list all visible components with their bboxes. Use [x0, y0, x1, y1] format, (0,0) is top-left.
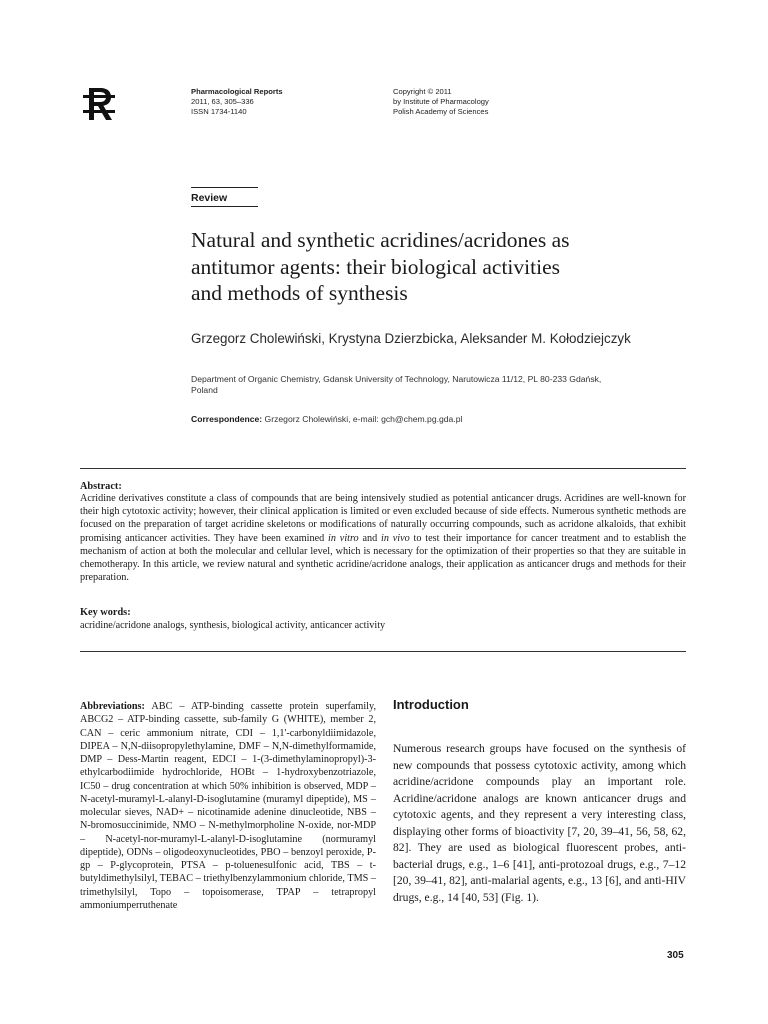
abstract-part-b: to test their importance for cancer treatment and to establish the mechanism of action at both the molecular and cellular level, which is necessary for the optimization of their properties so that they are suitable in chemotherapy. In this article, we review natural and synthetic acridine/acridone analogs, their application as anticancer drugs and methods for their preparation.: [80, 532, 686, 584]
introduction-heading: Introduction: [393, 697, 469, 712]
article-title: [191, 227, 691, 307]
title-line-3: and methods of synthesis: [191, 281, 408, 305]
journal-name: Pharmacological Reports: [191, 87, 283, 96]
correspondence: [191, 414, 462, 424]
abstract-rule-top: [80, 468, 686, 469]
authors: Grzegorz Cholewiński, Krystyna Dzierzbicka, Aleksander M. Kołodziejczyk: [191, 331, 631, 346]
abstract-heading: Abstract:: [80, 481, 122, 492]
abstract-text: [80, 492, 686, 584]
section-rule-top: [191, 187, 258, 188]
title-line-1: Natural and synthetic acridines/acridones as: [191, 228, 570, 252]
introduction-text: Numerous research groups have focused on the synthesis of new compounds that possess cytotoxic activity, among which acridine/acridone compounds play an important role. Acridine/acridone analogs are known anticancer drugs and cytotoxic agents, and they represent a very interesting class, displaying other forms of bioactivity [7, 20, 39–41, 56, 58, 62, 82]. They are used as biological fluorescent probes, anti-bacterial drugs, e.g., 1–6 [41], anti-protozoal drugs, e.g., 7–12 [20, 39–41, 82], anti-malarial agents, e.g., 13 [6], and anti-HIV drugs, e.g., 14 [40, 53] (Fig. 1).: [393, 742, 686, 904]
in-vitro: in vitro: [328, 532, 359, 544]
section-label: Review: [191, 192, 228, 204]
in-vivo: in vivo: [381, 532, 410, 544]
affiliation-line-1: Department of Organic Chemistry, Gdansk University of Technology, Narutowicza 11/12, PL 80-233 Gdańsk,: [191, 374, 602, 384]
abbreviations-text: ABC – ATP-binding cassette protein superfamily, ABCG2 – ATP-binding cassette, sub-family G (WHITE), member 2, CAN – ceric ammonium nitrate, CDI – 1,1'-carbonyldiimidazole, DIPEA – N,N-diisopropylethylamine, DMF – N,N-dimethylformamide, DMP – Dess-Martin reagent, EDCI – 1-(3-dimethylaminopropyl)-3-ethylcarbodiimide hydrochloride, HOBt – 1-hydroxybenzotriazole, IC50 – drug concentration at which 50% inhibition is observed, MDP – N-acetyl-muramyl-L-alanyl-D-isoglutamine (muramyl dipeptide), MS – molecular sieves, NAD+ – nicotinamide adenine dinucleotide, NBS – N-bromosuccinimide, NMO – N-methylmorpholine N-oxide, nor-MDP – N-acetyl-nor-muramyl-L-alanyl-D-isoglutamine (normuramyl dipeptide), ODNs – oligodeoxynucleotides, PBO – benzoyl peroxide, P-gp – P-glycoprotein, PTSA – p-toluenesulfonic acid, TBS – t-butyldimethylsilyl, TEBAC – triethylbenzylammonium chloride, TMS – trimethylsilyl, Topo – topoisomerase, TPAP – tetrapropyl ammoniumperruthenate: [80, 701, 376, 911]
copyright-info: [393, 87, 489, 117]
affiliation: [191, 374, 671, 396]
journal-logo: [80, 84, 118, 124]
academy-line: Polish Academy of Sciences: [393, 107, 489, 116]
affiliation-line-2: Poland: [191, 385, 218, 395]
keywords-text: acridine/acridone analogs, synthesis, biological activity, anticancer activity: [80, 620, 386, 631]
copyright-line: Copyright © 2011: [393, 87, 452, 96]
publisher-line: by Institute of Pharmacology: [393, 97, 489, 106]
journal-issn: ISSN 1734-1140: [191, 107, 247, 116]
title-line-2: antitumor agents: their biological activities: [191, 254, 560, 279]
journal-volume: 2011, 63, 305–336: [191, 97, 254, 106]
abstract-part-a: Acridine derivatives constitute a class of compounds that are being intensively studied as potential anticancer drugs. Acridines are well-known for their high cytotoxic activity; however, their clinical application is limited or even excluded because of side effects. Numerous synthetic methods are focused on the preparation of target acridine skeletons or modifications of naturally occurring compounds, such as acridone alkaloids, that exhibit promising anticancer activities. They have been examined: [80, 493, 686, 544]
abbreviations: [80, 700, 376, 912]
abbreviations-label: Abbreviations:: [80, 701, 145, 712]
journal-info: [191, 87, 283, 117]
abstract-rule-bottom: [80, 651, 686, 652]
section-rule-bottom: [191, 206, 258, 207]
abstract-and: and: [358, 532, 382, 544]
page-number: 305: [667, 950, 684, 961]
keywords-heading: Key words:: [80, 607, 131, 618]
correspondence-label: Correspondence:: [191, 414, 263, 424]
correspondence-text: Grzegorz Cholewiński, e-mail: gch@chem.pg.gda.pl: [262, 414, 463, 424]
